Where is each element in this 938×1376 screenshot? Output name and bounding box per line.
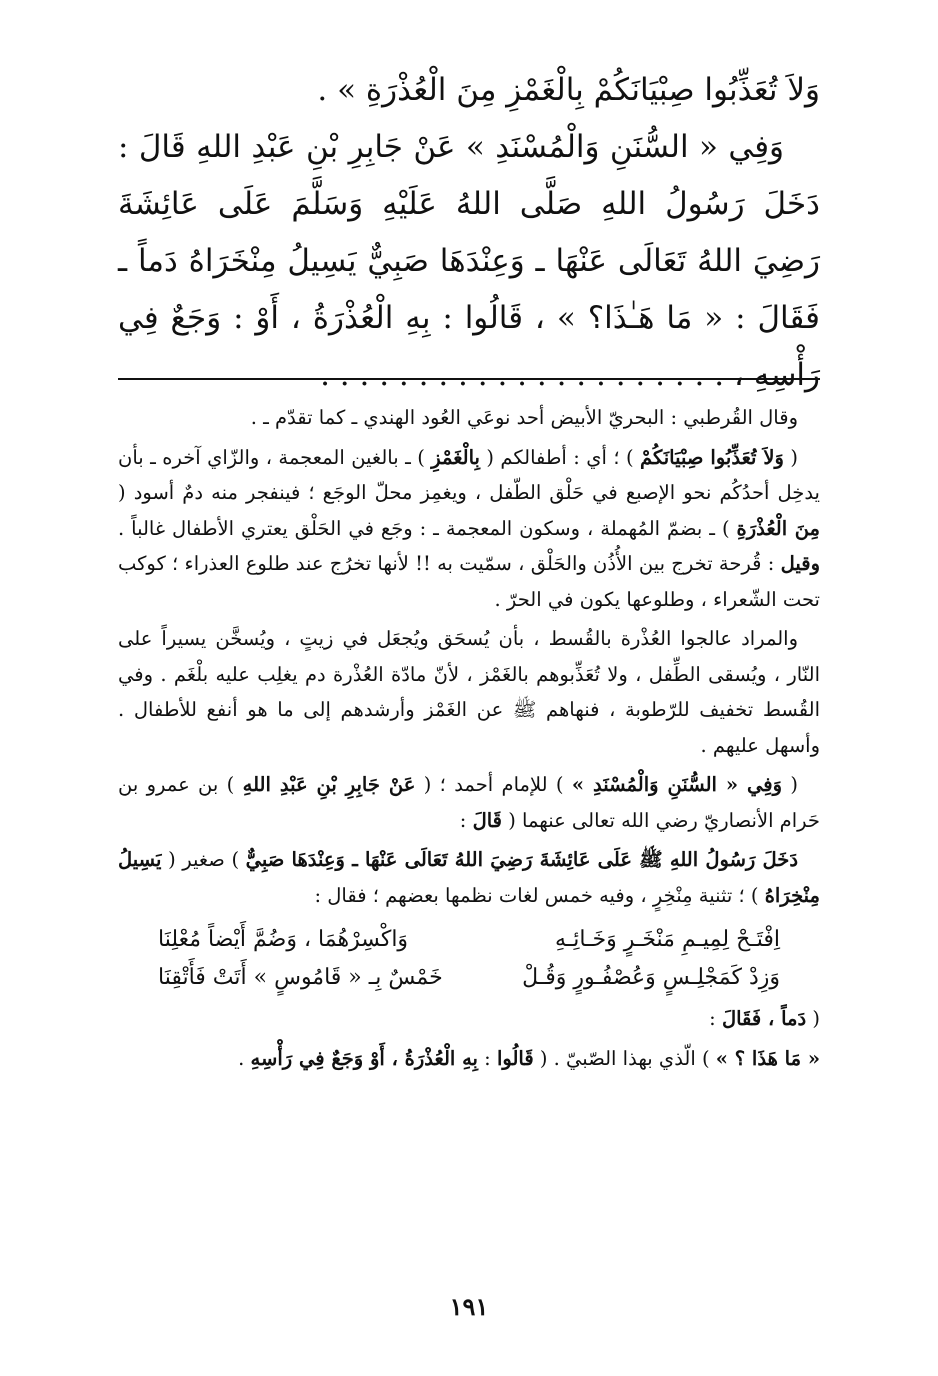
text-run: . bbox=[238, 1046, 251, 1070]
quoted-text: عَنْ جَابِرِ بْنِ عَبْدِ اللهِ bbox=[242, 773, 416, 796]
quoted-text: بِالْغَمْزِ bbox=[431, 445, 480, 469]
commentary-paragraph bbox=[118, 1001, 820, 1037]
text-run: ) للإمام أحمد ؛ ( bbox=[415, 773, 572, 796]
text-run: : bbox=[477, 1046, 497, 1070]
text-run: ( bbox=[806, 1007, 820, 1030]
poem-verse bbox=[158, 921, 780, 959]
poem-hemistich: وَزِدْ كَمَجْلِـسٍ وَعُصْفُـورٍ وَقُـلْ bbox=[522, 965, 780, 990]
footnote-separator bbox=[118, 378, 820, 380]
text-run: ) ؛ أي : أطفالكم ( bbox=[479, 445, 640, 469]
commentary bbox=[118, 400, 820, 1080]
commentary-paragraph bbox=[118, 767, 820, 838]
quoted-text: يَسِيلُ مِنْخِرَاهُ bbox=[118, 848, 820, 907]
quoted-text: دَخَلَ رَسُولُ اللهِ ﷺ عَلَى عَائِشَةَ رَضِيَ اللهُ تَعَالَى عَنْهَا ـ وَعِنْدَهَا صَبِيٌّ bbox=[245, 848, 798, 871]
text-run: ) ـ بالغين المعجمة ، والزّاي آخره ـ بأن يدخِل أحدُكُم نحو الإصبع في حَلْق الطّفل ، ويغمِز محلّ الوجَع ؛ فينفجر منه دمٌ أسود ( bbox=[118, 445, 820, 504]
quoted-text: وقيل bbox=[780, 552, 820, 575]
poem-verse bbox=[158, 959, 780, 997]
quoted-text: قَالَ bbox=[472, 808, 502, 832]
text-run: ( bbox=[782, 773, 798, 796]
text-run: ) بن عمرو بن حَرام الأنصاريّ رضي الله تعالى عنهما ( bbox=[118, 773, 820, 832]
commentary-paragraph: وقال القُرطبي : البحريّ الأبيض أحد نوعَي العُود الهندي ـ كما تقدّم ـ . bbox=[250, 406, 798, 429]
text-run: ) الّذي بهذا الصّبيّ . ( bbox=[533, 1046, 716, 1070]
commentary-paragraph bbox=[118, 440, 820, 618]
text-run: : bbox=[459, 808, 473, 832]
commentary-paragraph bbox=[118, 1041, 820, 1077]
text-run: ( bbox=[783, 445, 798, 469]
poem-hemistich: خَمْسٌ بِـ « قَامُوسٍ » أَتَتْ فَأَتْقِنَا bbox=[158, 965, 443, 990]
text-run: : قُرحة تخرج بين الأُذُن والحَلْق ، سمّيت به !! لأنها تخرُج عند طلوع العذراء ؛ كوكب تحت الشّعراء ، وطلوعها يكون في الحرّ . bbox=[118, 552, 820, 611]
hadith-line: وَلاَ تُعَذِّبُوا صِبْيَانَكُمْ بِالْغَمْزِ مِنَ الْعُذْرَةِ » . bbox=[317, 72, 820, 108]
commentary-paragraph: والمراد عالجوا العُذْرة بالقُسط ، بأن يُسحَق ويُجعَل في زيتٍ ، ويُسخَّن يسيراً على النّار ، ويُسقى الطِّفل ، ولا تُعَذِّبوهم بالغَمْز ، لأنّ مادّة العُذْرة دم يغلِب عليه بلْغَم . وفي القُسط تخفيف للرّطوبة ، فنهاهم ﷺ عن الغَمْز وأرشدهم إلى ما هو أنفع للأطفال . وأسهل عليهم . bbox=[118, 627, 820, 757]
quoted-text: دَماً ، فَقَالَ bbox=[721, 1007, 807, 1030]
page-number: ١٩١ bbox=[449, 1292, 489, 1321]
commentary-paragraph bbox=[118, 842, 820, 913]
quoted-text: « مَا هَذَا ؟ » bbox=[715, 1046, 820, 1070]
poem-hemistich: اِفْتَـحْ لِمِيـمِ مَنْخَـرٍ وَخَـائِـهِ bbox=[555, 927, 780, 952]
text-run: ) صغير ( bbox=[161, 848, 246, 871]
poem-hemistich: وَاكْسِرْهُمَا ، وَضُمَّ أَيْضاً مُعْلِنَا bbox=[158, 927, 409, 952]
poem bbox=[158, 921, 780, 997]
quoted-text: وَلاَ تُعَذِّبُوا صِبْيَانَكُمْ bbox=[639, 445, 784, 469]
quoted-text: قَالُوا bbox=[496, 1046, 534, 1070]
quoted-text: مِنَ الْعُذْرَةِ bbox=[736, 516, 820, 540]
text-run: ) ـ بضمّ المُهملة ، وسكون المعجمة ـ : وجَع في الحَلْق يعتري الأطفال غالباً . bbox=[118, 516, 737, 540]
quoted-text: وَفِي « السُّنَنِ وَالْمُسْنَدِ » bbox=[571, 773, 783, 796]
text-run: : bbox=[709, 1007, 722, 1030]
hadith-text bbox=[118, 62, 820, 404]
quoted-text: بِهِ الْعُذْرَةُ ، أَوْ وَجَعٌ فِي رَأْسِهِ bbox=[250, 1046, 478, 1070]
text-run: ) ؛ تثنية مِنْخِرٍ ، وفيه خمس لغات نظمها بعضهم ؛ فقال : bbox=[314, 883, 765, 907]
hadith-paragraph: وَفِي « السُّنَنِ وَالْمُسْنَدِ » عَنْ جَابِرِ بْنِ عَبْدِ اللهِ قَالَ : دَخَلَ رَسُولُ اللهِ صَلَّى اللهُ عَلَيْهِ وَسَلَّمَ عَلَى عَائِشَةَ رَضِيَ اللهُ تَعَالَى عَنْهَا ـ وَعِنْدَهَا صَبِيٌّ يَسِيلُ مِنْخَرَاهُ دَماً ـ فَقَالَ : « مَا هَـٰذَا؟ » ، قَالُوا : بِهِ الْعُذْرَةُ ، أَوْ : وَجَعٌ فِي رَأْسِهِ ، . . . . . . . . . . . . . . . . . . . . . bbox=[118, 129, 820, 393]
